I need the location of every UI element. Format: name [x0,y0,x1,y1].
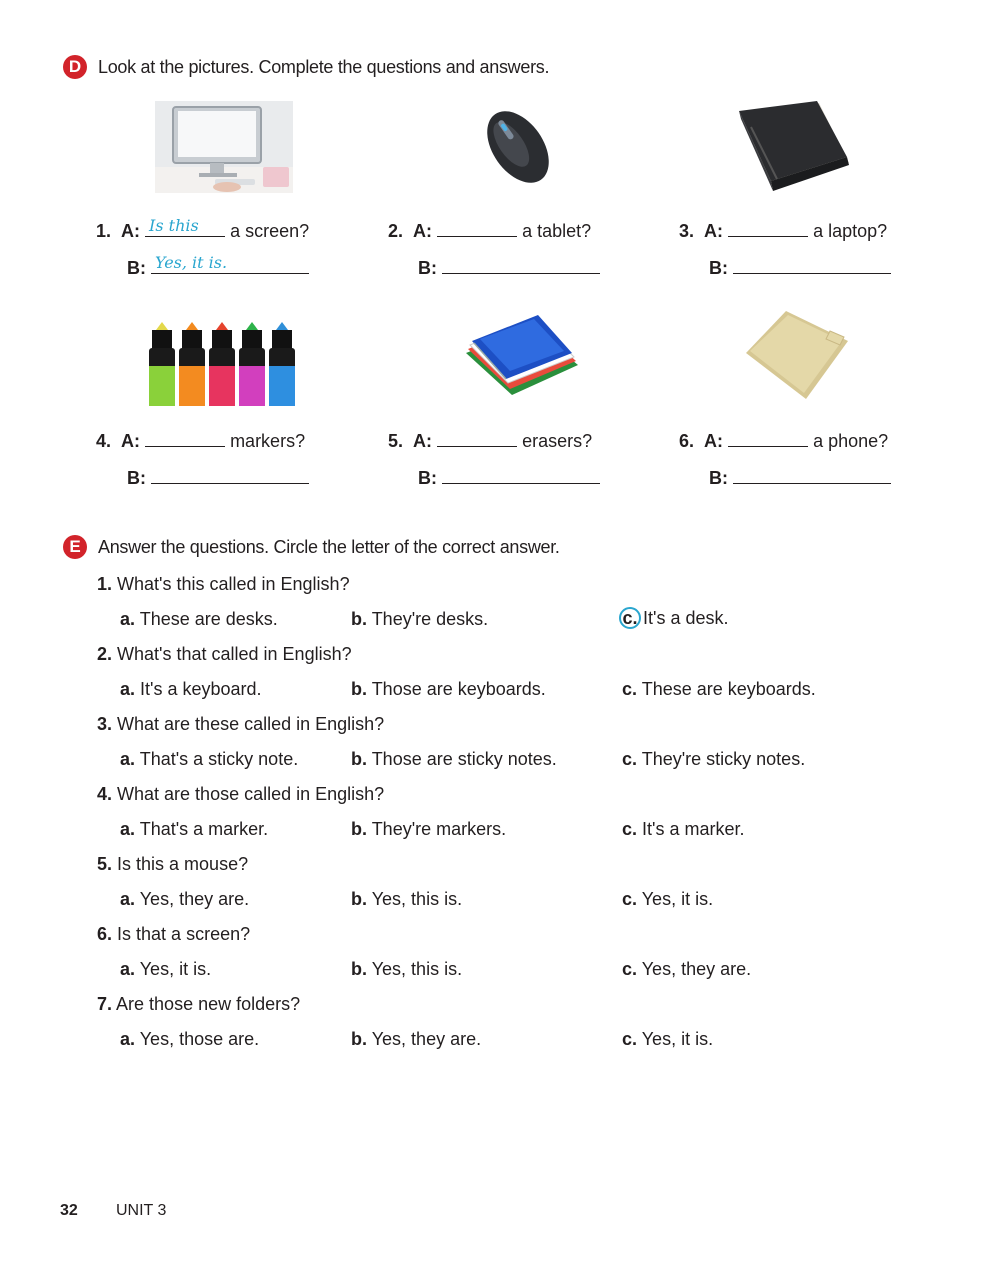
d-item-number: 4. [96,431,112,451]
option-c[interactable] [622,889,713,910]
option-text: Yes, they are. [371,1029,482,1049]
question-number: 2. [97,644,113,664]
option-a[interactable] [120,819,268,840]
option-b[interactable] [351,609,488,630]
option-text: Those are sticky notes. [371,749,557,769]
notebooks-picture [462,313,580,403]
option-text: It's a keyboard. [140,679,262,699]
question-text [97,854,248,875]
section-e-instruction: Answer the questions. Circle the letter of the correct answer. [98,537,560,557]
option-letter: b. [351,679,367,699]
question-number: 1. [97,574,113,594]
question-text [97,924,250,945]
option-text: It's a desk. [643,608,729,628]
binder-picture [737,101,853,193]
question-prompt: What are these called in English? [117,714,385,734]
b-label: B: [418,258,437,278]
a-label: A: [121,431,141,451]
question-text [97,784,384,805]
option-letter: a. [120,819,136,839]
option-text: Yes, it is. [139,959,212,979]
markers-picture [146,322,302,406]
question-number: 7. [97,994,113,1014]
option-letter: b. [351,889,367,909]
option-c-circled[interactable] [622,607,728,629]
question-prompt: Are those new folders? [116,994,301,1014]
option-text: Yes, it is. [641,889,714,909]
option-b[interactable] [351,679,546,700]
option-text: That's a sticky note. [139,749,299,769]
d-item-number: 5. [388,431,404,451]
option-a[interactable] [120,609,278,630]
b-label: B: [127,258,146,278]
option-letter: c. [622,889,638,909]
folder-picture [742,309,852,401]
option-letter: b. [351,959,367,979]
d-item-number: 1. [96,221,112,241]
question-text [97,644,352,665]
answer-blank[interactable] [728,428,808,447]
d-item-1-b [127,255,309,279]
option-a[interactable] [120,679,262,700]
option-letter: a. [120,609,136,629]
option-b[interactable] [351,1029,481,1050]
option-letter: c. [622,679,638,699]
a-label: A: [413,431,433,451]
question-number: 5. [97,854,113,874]
option-b[interactable] [351,749,557,770]
option-a[interactable] [120,959,211,980]
a-label: A: [704,431,724,451]
option-letter: c. [622,959,638,979]
option-letter: c. [622,819,638,839]
option-text: Those are keyboards. [371,679,546,699]
unit-label: UNIT 3 [116,1202,167,1219]
option-letter: a. [120,889,136,909]
b-label: B: [709,468,728,488]
option-a[interactable] [120,749,298,770]
b-label: B: [127,468,146,488]
question-prompt: What's that called in English? [117,644,352,664]
a-label: A: [121,221,141,241]
question-tail: a tablet? [522,221,592,241]
question-prompt: Is this a mouse? [117,854,249,874]
answer-blank[interactable] [442,465,600,484]
answer-blank[interactable] [733,465,891,484]
option-text: Yes, it is. [641,1029,714,1049]
section-d-badge: D [63,55,87,79]
option-letter: b. [351,819,367,839]
option-b[interactable] [351,819,506,840]
option-text: Yes, those are. [139,1029,260,1049]
answer-blank[interactable] [151,465,309,484]
question-text [97,994,300,1015]
option-letter: a. [120,749,136,769]
d-item-number: 6. [679,431,695,451]
d-item-3-a [679,218,887,242]
b-label: B: [418,468,437,488]
question-prompt: What are those called in English? [117,784,385,804]
handwritten-answer: Yes, it is. [155,253,228,272]
answer-blank[interactable] [145,218,225,237]
option-b[interactable] [351,889,462,910]
option-a[interactable] [120,1029,259,1050]
option-text: That's a marker. [139,819,269,839]
answer-blank[interactable] [145,428,225,447]
option-text: They're markers. [371,819,507,839]
option-c[interactable] [622,819,745,840]
option-a[interactable] [120,889,249,910]
handwritten-answer: Is this [149,216,199,235]
section-d-instruction: Look at the pictures. Complete the questions and answers. [98,57,550,77]
question-text [97,574,350,595]
answer-blank[interactable] [437,218,517,237]
page-number: 32 [60,1202,78,1219]
option-letter: a. [120,959,136,979]
option-b[interactable] [351,959,462,980]
question-prompt: Is that a screen? [117,924,251,944]
a-label: A: [413,221,433,241]
question-prompt: What's this called in English? [117,574,350,594]
d-item-3-b [709,255,891,279]
circled-option-letter: c. [619,607,641,629]
option-letter: c. [622,1029,638,1049]
d-item-6-b [709,465,891,489]
answer-blank[interactable] [733,255,891,274]
d-item-2-b [418,255,600,279]
mouse-picture [472,101,564,193]
option-text: Yes, they are. [641,959,752,979]
option-letter: a. [120,679,136,699]
screen-picture [155,101,293,193]
question-tail: a laptop? [813,221,888,241]
d-item-6-a [679,428,888,452]
question-tail: erasers? [522,431,593,451]
d-item-1-a [96,218,309,242]
question-tail: a screen? [230,221,310,241]
option-text: They're sticky notes. [641,749,806,769]
question-tail: markers? [230,431,306,451]
b-label: B: [709,258,728,278]
option-c[interactable] [622,749,805,770]
a-label: A: [704,221,724,241]
option-c[interactable] [622,959,751,980]
question-number: 3. [97,714,113,734]
option-text: Yes, this is. [371,959,463,979]
answer-blank[interactable] [442,255,600,274]
answer-blank[interactable] [728,218,808,237]
d-item-5-b [418,465,600,489]
question-number: 4. [97,784,113,804]
d-item-5-a [388,428,592,452]
option-letter: a. [120,1029,136,1049]
section-e-badge: E [63,535,87,559]
option-letter: b. [351,609,367,629]
option-letter: b. [351,749,367,769]
option-text: These are keyboards. [641,679,816,699]
option-c[interactable] [622,679,816,700]
d-item-number: 3. [679,221,695,241]
question-number: 6. [97,924,113,944]
answer-blank[interactable] [437,428,517,447]
option-letter: b. [351,1029,367,1049]
answer-blank[interactable] [151,255,309,274]
d-item-number: 2. [388,221,404,241]
option-text: Yes, they are. [139,889,250,909]
d-item-4-a [96,428,305,452]
d-item-2-a [388,218,591,242]
question-text [97,714,384,735]
option-text: They're desks. [371,609,489,629]
option-c[interactable] [622,1029,713,1050]
d-item-4-b [127,465,309,489]
option-text: Yes, this is. [371,889,463,909]
option-text: It's a marker. [642,819,745,839]
option-letter: c. [622,749,638,769]
question-tail: a phone? [813,431,889,451]
option-text: These are desks. [139,609,278,629]
